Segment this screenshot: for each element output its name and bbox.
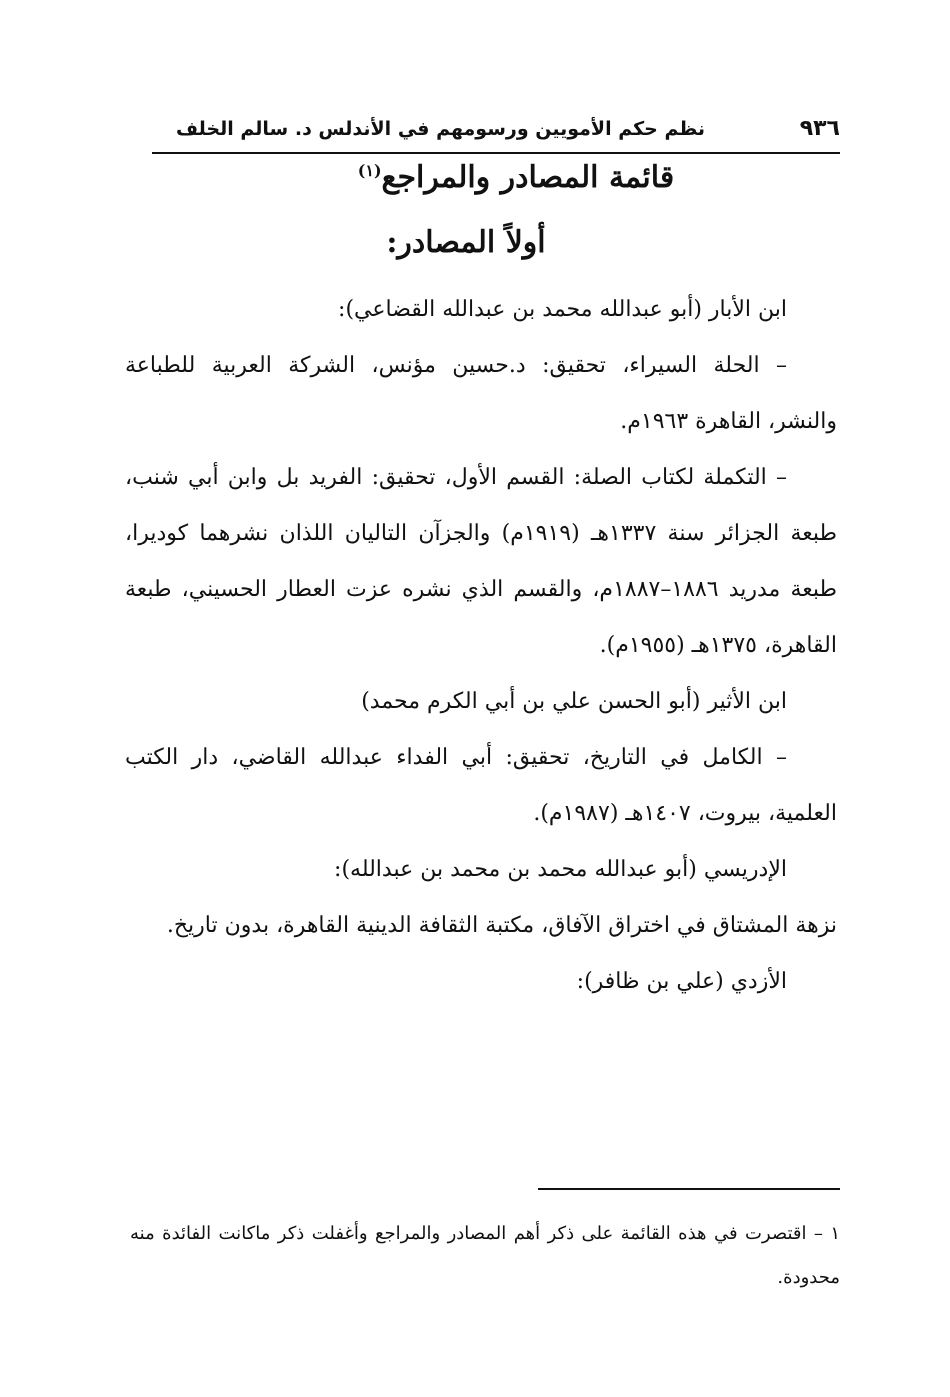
section-subtitle: أولاً المصادر: (386, 225, 546, 260)
running-header-title: نظم حكم الأمويين ورسومهم في الأندلس د. سالم الخلف (176, 118, 705, 140)
author-heading: الأزدي (علي بن ظافر): (576, 969, 787, 994)
bibliography-entry: – الحلة السيراء، تحقيق: د.حسين مؤنس، الشركة العربية للطباعة والنشر، القاهرة ١٩٦٣م. (125, 353, 837, 434)
section-title (152, 160, 840, 195)
bibliography-entry: – الكامل في التاريخ، تحقيق: أبي الفداء عبدالله القاضي، دار الكتب العلمية، بيروت، ١٤٠٧هـ (١٩٨٧م). (125, 745, 837, 826)
footnote-text: ١ – اقتصرت في هذه القائمة على ذكر أهم المصادر والمراجع وأغفلت ذكر ماكانت الفائدة منه محدودة. (130, 1223, 840, 1288)
bibliography-entry: – التكملة لكتاب الصلة: القسم الأول، تحقيق: الفريد بل وابن أبي شنب، طبعة الجزائر سنة ١٣٣٧هـ (١٩١٩م) والجزآن التاليان اللذان نشرهما كوديرا، طبعة مدريد ١٨٨٦–١٨٨٧م، والقسم الذي نشره عزت العطار الحسيني، طبعة القاهرة، ١٣٧٥هـ (١٩٥٥م). (125, 465, 838, 658)
author-heading: ابن الأثير (أبو الحسن علي بن أبي الكرم محمد) (361, 689, 787, 714)
footnote (130, 1212, 840, 1300)
bibliography-body (125, 282, 837, 1010)
footnote-rule (538, 1188, 840, 1190)
section-title-text: قائمة المصادر والمراجع (381, 160, 675, 195)
bibliography-entry: نزهة المشتاق في اختراق الآفاق، مكتبة الثقافة الدينية القاهرة، بدون تاريخ. (166, 913, 837, 938)
footnote-marker: (١) (357, 161, 382, 180)
header-rule (152, 152, 840, 154)
running-header (152, 112, 840, 152)
page-number: ٩٣٦ (799, 116, 840, 141)
author-heading: ابن الأبار (أبو عبدالله محمد بن عبدالله القضاعي): (338, 297, 787, 322)
author-heading: الإدريسي (أبو عبدالله محمد بن محمد بن عبدالله): (334, 857, 787, 882)
